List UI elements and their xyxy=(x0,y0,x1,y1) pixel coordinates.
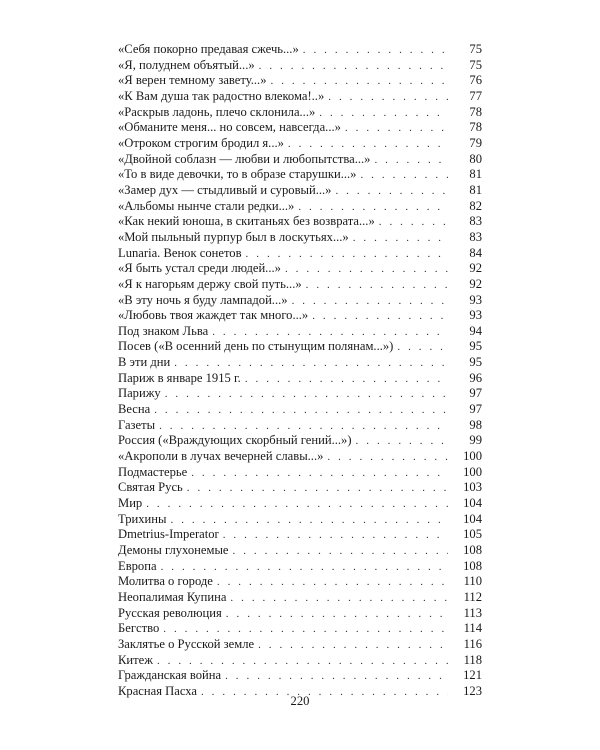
toc-entry-title: Париж в январе 1915 г. xyxy=(118,370,241,385)
toc-entry xyxy=(118,543,482,559)
toc-entry-title: Демоны глухонемые xyxy=(118,543,229,557)
toc-entry-title: «Как некий юноша, в скитаньях без возврата...» xyxy=(118,214,375,229)
toc-entry-page: 98 xyxy=(469,417,482,432)
dot-leader xyxy=(165,387,448,402)
toc-entry-page: 93 xyxy=(469,308,482,323)
toc-entry xyxy=(118,371,482,387)
toc-entry-page: 108 xyxy=(463,543,482,557)
dot-leader xyxy=(154,403,448,418)
toc-entry-page: 75 xyxy=(469,42,482,56)
toc-entry-title: Мир xyxy=(118,496,143,511)
dot-leader xyxy=(285,262,448,277)
page-number: 220 xyxy=(290,694,310,708)
dot-leader xyxy=(379,215,448,230)
toc-entry-title: «То в виде девочки, то в образе старушки...» xyxy=(118,167,357,182)
toc-entry-title: «Я верен темному завету...» xyxy=(118,73,267,88)
toc-entry-title: «Я к нагорьям держу свой путь...» xyxy=(118,276,302,291)
toc-entry xyxy=(118,465,482,481)
toc-entry xyxy=(118,574,482,590)
dot-leader xyxy=(217,575,448,590)
dot-leader xyxy=(345,121,448,136)
toc-entry-page: 94 xyxy=(469,323,482,338)
toc-entry-title: Трихины xyxy=(118,511,167,526)
dot-leader xyxy=(246,247,448,262)
toc-entry xyxy=(118,433,482,449)
toc-entry-title: «Отроком строгим бродил я...» xyxy=(118,135,284,150)
toc-entry-title: Русская революция xyxy=(118,605,222,620)
dot-leader xyxy=(161,560,448,575)
toc-entry xyxy=(118,167,482,183)
toc-entry-page: 78 xyxy=(469,120,482,135)
toc-entry xyxy=(118,527,482,543)
dot-leader xyxy=(374,153,448,168)
toc-entry-title: «Альбомы нынче стали редки...» xyxy=(118,198,295,213)
dot-leader xyxy=(174,356,448,371)
toc-entry-page: 77 xyxy=(469,88,482,103)
dot-leader xyxy=(335,184,448,199)
toc-entry-title: Европа xyxy=(118,558,157,573)
dot-leader xyxy=(212,325,448,340)
toc-entry xyxy=(118,402,482,418)
toc-entry-page: 113 xyxy=(463,605,482,620)
toc-entry xyxy=(118,73,482,89)
toc-entry-title: Гражданская война xyxy=(118,668,222,683)
toc-entry-title: Неопалимая Купина xyxy=(118,589,227,604)
dot-leader xyxy=(159,419,448,434)
toc-entry xyxy=(118,246,482,262)
toc-entry xyxy=(118,261,482,277)
toc-entry xyxy=(118,496,482,512)
toc-entry-page: 118 xyxy=(463,652,482,667)
dot-leader xyxy=(271,74,449,89)
toc-entry-page: 93 xyxy=(469,292,482,307)
toc-entry-page: 83 xyxy=(469,229,482,244)
dot-leader xyxy=(163,622,448,637)
dot-leader xyxy=(312,309,448,324)
dot-leader xyxy=(171,513,449,528)
dot-leader xyxy=(225,669,448,684)
toc-entry xyxy=(118,480,482,496)
toc-entry-page: 75 xyxy=(469,57,482,72)
toc-entry-page: 110 xyxy=(463,574,482,589)
toc-entry xyxy=(118,308,482,324)
dot-leader xyxy=(230,591,448,606)
toc-entry-title: «Двойной соблазн — любви и любопытства...» xyxy=(118,151,371,166)
dot-leader xyxy=(327,450,448,465)
toc-entry-title: В эти дни xyxy=(118,355,171,370)
toc-entry xyxy=(118,183,482,199)
dot-leader xyxy=(397,340,448,355)
toc-entry-title: Посев («В осенний день по стынущим полянам...») xyxy=(118,339,394,354)
toc-entry xyxy=(118,42,482,58)
toc-entry xyxy=(118,559,482,575)
toc-entry xyxy=(118,355,482,371)
toc-entry xyxy=(118,199,482,215)
toc-entry-page: 100 xyxy=(463,464,482,479)
toc-entry-title: Газеты xyxy=(118,417,156,432)
toc-entry-title: «Я быть устал среди людей...» xyxy=(118,261,281,276)
toc-entry-page: 95 xyxy=(469,339,482,354)
toc-entry xyxy=(118,89,482,105)
toc-entry xyxy=(118,386,482,402)
toc-entry xyxy=(118,277,482,293)
toc-entry-page: 84 xyxy=(469,245,482,260)
toc-entry-title: «Себя покорно предавая сжечь...» xyxy=(118,42,299,56)
dot-leader xyxy=(226,607,448,622)
toc-entry-title: «Раскрыв ладонь, плечо склонила...» xyxy=(118,104,316,119)
toc-entry-page: 92 xyxy=(469,276,482,291)
toc-entry xyxy=(118,58,482,74)
toc-entry-title: «К Вам душа так радостно влекома!..» xyxy=(118,88,325,103)
toc-entry-page: 104 xyxy=(463,511,482,526)
dot-leader xyxy=(187,481,448,496)
toc-entry-page: 82 xyxy=(469,198,482,213)
toc-entry xyxy=(118,339,482,355)
toc-entry xyxy=(118,418,482,434)
toc-entry-page: 123 xyxy=(463,683,482,698)
toc-entry-page: 81 xyxy=(469,182,482,197)
toc-entry-page: 121 xyxy=(463,668,482,683)
dot-leader xyxy=(306,278,448,293)
toc-entry-title: Россия («Враждующих скорбный гений...») xyxy=(118,433,352,448)
toc-entry-title: Парижу xyxy=(118,386,161,401)
toc-entry-title: «Я, полуднем объятый...» xyxy=(118,57,255,72)
toc-entry-page: 108 xyxy=(463,558,482,573)
dot-leader xyxy=(353,231,448,246)
toc-entry xyxy=(118,449,482,465)
toc-entry-title: Dmetrius-Imperator xyxy=(118,527,219,542)
toc-entry-page: 112 xyxy=(463,589,482,604)
dot-leader xyxy=(245,372,448,387)
dot-leader xyxy=(258,638,448,653)
toc-entry xyxy=(118,230,482,246)
toc-entry-title: «В эту ночь я буду лампадой...» xyxy=(118,292,288,307)
toc-entry-page: 114 xyxy=(463,621,482,636)
toc-entry xyxy=(118,152,482,168)
toc-entry-title: Святая Русь xyxy=(118,480,183,495)
dot-leader xyxy=(223,528,448,543)
toc-entry-title: «Любовь твоя жаждет так много...» xyxy=(118,308,309,323)
toc-entry-page: 97 xyxy=(469,386,482,401)
toc-entry-title: «Обманите меня... но совсем, навсегда...» xyxy=(118,120,341,135)
dot-leader xyxy=(233,544,448,559)
toc-entry-page: 78 xyxy=(469,104,482,119)
toc-entry-title: «Замер дух — стыдливый и суровый...» xyxy=(118,182,332,197)
dot-leader xyxy=(298,200,448,215)
dot-leader xyxy=(292,294,448,309)
toc-entry xyxy=(118,512,482,528)
toc-entry xyxy=(118,621,482,637)
toc-entry-title: Lunaria. Венок сонетов xyxy=(118,245,242,260)
toc-entry xyxy=(118,637,482,653)
dot-leader xyxy=(319,106,448,121)
toc-entry-title: «Акрополи в лучах вечерней славы...» xyxy=(118,449,324,464)
toc-entry xyxy=(118,214,482,230)
toc-entry-page: 76 xyxy=(469,73,482,88)
dot-leader xyxy=(303,43,448,58)
toc-entry-page: 100 xyxy=(463,449,482,464)
toc-entry-page: 99 xyxy=(469,433,482,448)
toc-entry xyxy=(118,653,482,669)
toc-entry xyxy=(118,105,482,121)
toc-entry-page: 97 xyxy=(469,402,482,417)
dot-leader xyxy=(146,497,448,512)
toc-entry-page: 80 xyxy=(469,151,482,166)
toc-entry-title: Заклятье о Русской земле xyxy=(118,636,255,651)
toc-entry-title: Весна xyxy=(118,402,151,417)
toc-entry xyxy=(118,606,482,622)
toc-entry-title: Под знаком Льва xyxy=(118,323,209,338)
toc-entry xyxy=(118,136,482,152)
toc-entry-title: Бегство xyxy=(118,621,160,636)
toc-entry-page: 104 xyxy=(463,496,482,511)
toc-entry xyxy=(118,293,482,309)
toc-entry xyxy=(118,590,482,606)
toc-entry-page: 105 xyxy=(463,527,482,542)
toc-entry-title: Красная Пасха xyxy=(118,683,197,698)
toc-entry-page: 96 xyxy=(469,370,482,385)
toc-entry-title: Китеж xyxy=(118,652,153,667)
toc-entry-title: Подмастерье xyxy=(118,464,188,479)
toc-entry-page: 103 xyxy=(463,480,482,495)
dot-leader xyxy=(356,434,448,449)
toc-entry-title: «Мой пыльный пурпур был в лоскутьях...» xyxy=(118,229,349,244)
toc-entry-page: 116 xyxy=(463,636,482,651)
dot-leader xyxy=(259,59,448,74)
dot-leader xyxy=(360,168,448,183)
toc-entry xyxy=(118,324,482,340)
toc-entry-page: 95 xyxy=(469,355,482,370)
dot-leader xyxy=(157,654,448,669)
dot-leader xyxy=(328,90,448,105)
table-of-contents xyxy=(118,42,482,700)
dot-leader xyxy=(288,137,448,152)
toc-entry-page: 79 xyxy=(469,135,482,150)
toc-entry xyxy=(118,668,482,684)
toc-entry-page: 83 xyxy=(469,214,482,229)
toc-entry-page: 81 xyxy=(469,167,482,182)
dot-leader xyxy=(191,466,448,481)
toc-entry-title: Молитва о городе xyxy=(118,574,213,589)
toc-entry-page: 92 xyxy=(469,261,482,276)
toc-entry xyxy=(118,120,482,136)
